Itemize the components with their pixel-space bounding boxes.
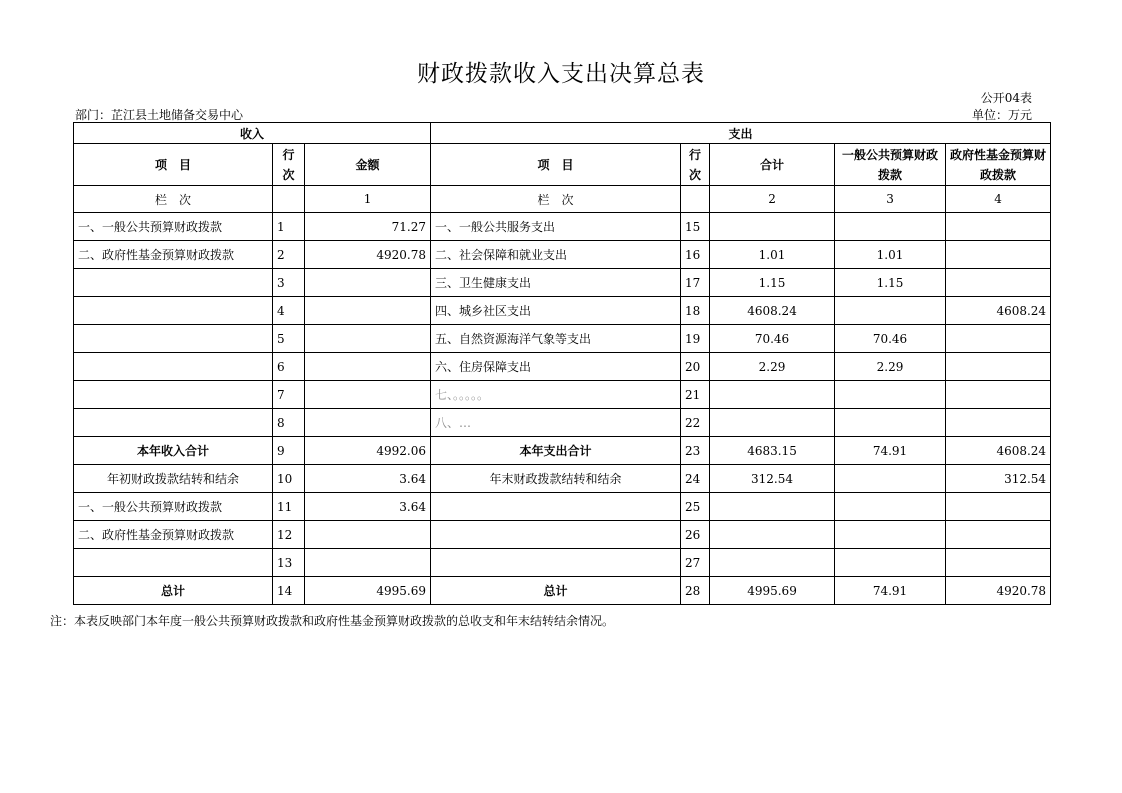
column-index-3: 3 [835,186,946,213]
income-amount [305,549,431,577]
expense-total [710,549,835,577]
expense-general: 1.15 [835,269,946,297]
expense-total [710,381,835,409]
expense-item-header: 项 目 [431,144,681,186]
expense-item: 二、社会保障和就业支出 [431,241,681,269]
column-index-1: 1 [305,186,431,213]
income-item: 年初财政拨款结转和结余 [74,465,273,493]
income-amount: 4995.69 [305,577,431,605]
expense-fund [946,549,1051,577]
expense-general [835,521,946,549]
expense-row-no: 17 [681,269,710,297]
column-header-row [74,144,1051,186]
table-row [74,549,1051,577]
table-row [74,493,1051,521]
income-row-no: 13 [273,549,305,577]
table-row [74,241,1051,269]
expense-fund: 4608.24 [946,297,1051,325]
income-row-no: 10 [273,465,305,493]
income-row-no: 4 [273,297,305,325]
income-item-header: 项 目 [74,144,273,186]
expense-fund [946,269,1051,297]
income-item: 一、一般公共预算财政拨款 [74,493,273,521]
income-item [74,297,273,325]
expense-row-no: 26 [681,521,710,549]
expense-general [835,381,946,409]
expense-row-no: 21 [681,381,710,409]
expense-total [710,213,835,241]
income-row-no: 2 [273,241,305,269]
income-amount [305,269,431,297]
expense-total [710,493,835,521]
income-row-no: 3 [273,269,305,297]
unit-label: 单位：万元 [971,108,1032,122]
expense-total: 4683.15 [710,437,835,465]
expense-row-no: 25 [681,493,710,521]
table-row [74,269,1051,297]
expense-total [710,521,835,549]
expense-item: 四、城乡社区支出 [431,297,681,325]
column-index-4: 4 [946,186,1051,213]
expense-row-no: 23 [681,437,710,465]
expense-item: 本年支出合计 [431,437,681,465]
expense-total: 1.01 [710,241,835,269]
table-row [74,381,1051,409]
income-item: 本年收入合计 [74,437,273,465]
expense-item: 五、自然资源海洋气象等支出 [431,325,681,353]
expense-fund [946,521,1051,549]
expense-row-no: 19 [681,325,710,353]
department-label: 部门：芷江县土地储备交易中心 [75,108,244,122]
general-budget-header: 一般公共预算财政拨款 [835,144,946,186]
expense-row-no-header: 行次 [681,144,710,186]
income-row-no: 8 [273,409,305,437]
expense-general [835,493,946,521]
income-section-header: 收入 [74,123,431,144]
expense-total: 70.46 [710,325,835,353]
table-row [74,297,1051,325]
expense-general: 1.01 [835,241,946,269]
income-row-no: 5 [273,325,305,353]
expense-fund [946,325,1051,353]
income-amount [305,521,431,549]
income-amount: 71.27 [305,213,431,241]
income-item [74,325,273,353]
income-item [74,353,273,381]
expense-row-no: 20 [681,353,710,381]
income-item [74,269,273,297]
expense-item: 年末财政拨款结转和结余 [431,465,681,493]
expense-total: 312.54 [710,465,835,493]
expense-fund [946,493,1051,521]
expense-section-header: 支出 [431,123,1051,144]
expense-row-no: 18 [681,297,710,325]
table-row [74,465,1051,493]
income-item: 一、一般公共预算财政拨款 [74,213,273,241]
table-row [74,577,1051,605]
income-amount [305,297,431,325]
expense-general [835,409,946,437]
income-row-no-header: 行次 [273,144,305,186]
expense-total: 4608.24 [710,297,835,325]
expense-fund: 4608.24 [946,437,1051,465]
table-row [74,213,1051,241]
income-row-no: 11 [273,493,305,521]
expense-total-header: 合计 [710,144,835,186]
section-header-row [74,123,1051,144]
expense-total: 1.15 [710,269,835,297]
expense-fund: 4920.78 [946,577,1051,605]
income-item [74,409,273,437]
expense-item [431,493,681,521]
expense-fund [946,213,1051,241]
expense-general: 74.91 [835,437,946,465]
income-item: 二、政府性基金预算财政拨款 [74,521,273,549]
income-amount: 3.64 [305,465,431,493]
income-amount [305,325,431,353]
income-amount [305,353,431,381]
expense-item: 三、卫生健康支出 [431,269,681,297]
expense-row-no: 22 [681,409,710,437]
column-index-label: 栏 次 [74,186,273,213]
table-row [74,437,1051,465]
table-row [74,521,1051,549]
income-amount [305,381,431,409]
income-row-no: 12 [273,521,305,549]
expense-item: 八、… [431,409,681,437]
expense-fund [946,353,1051,381]
expense-total: 4995.69 [710,577,835,605]
income-row-no: 9 [273,437,305,465]
income-amount: 4920.78 [305,241,431,269]
expense-fund [946,409,1051,437]
expense-item [431,549,681,577]
column-index-blank [681,186,710,213]
income-row-no: 6 [273,353,305,381]
expense-row-no: 28 [681,577,710,605]
expense-row-no: 15 [681,213,710,241]
expense-general: 70.46 [835,325,946,353]
column-index-row [74,186,1051,213]
page-title: 财政拨款收入支出决算总表 [417,61,705,87]
table-row [74,353,1051,381]
footnote: 注：本表反映部门本年度一般公共预算财政拨款和政府性基金预算财政拨款的总收支和年末结转结余情况。 [50,614,615,628]
column-index-label: 栏 次 [431,186,681,213]
expense-row-no: 27 [681,549,710,577]
income-row-no: 1 [273,213,305,241]
expense-total [710,409,835,437]
income-row-no: 14 [273,577,305,605]
form-number: 公开04表 [980,91,1032,105]
expense-total: 2.29 [710,353,835,381]
table-row [74,409,1051,437]
expense-general [835,465,946,493]
expense-general: 2.29 [835,353,946,381]
expense-general [835,297,946,325]
table-row [74,325,1051,353]
expense-fund [946,381,1051,409]
income-item: 二、政府性基金预算财政拨款 [74,241,273,269]
expense-row-no: 24 [681,465,710,493]
income-amount: 4992.06 [305,437,431,465]
fund-budget-header: 政府性基金预算财政拨款 [946,144,1051,186]
expense-fund [946,241,1051,269]
expense-item: 六、住房保障支出 [431,353,681,381]
expense-item [431,521,681,549]
budget-table [73,122,1051,605]
income-row-no: 7 [273,381,305,409]
expense-item: 七、。。。。。 [431,381,681,409]
column-index-2: 2 [710,186,835,213]
expense-item: 一、一般公共服务支出 [431,213,681,241]
expense-general: 74.91 [835,577,946,605]
income-item [74,549,273,577]
expense-general [835,213,946,241]
income-item [74,381,273,409]
expense-fund: 312.54 [946,465,1051,493]
expense-row-no: 16 [681,241,710,269]
income-amount: 3.64 [305,493,431,521]
income-amount [305,409,431,437]
income-item: 总计 [74,577,273,605]
column-index-blank [273,186,305,213]
income-amount-header: 金额 [305,144,431,186]
expense-general [835,549,946,577]
expense-item: 总计 [431,577,681,605]
